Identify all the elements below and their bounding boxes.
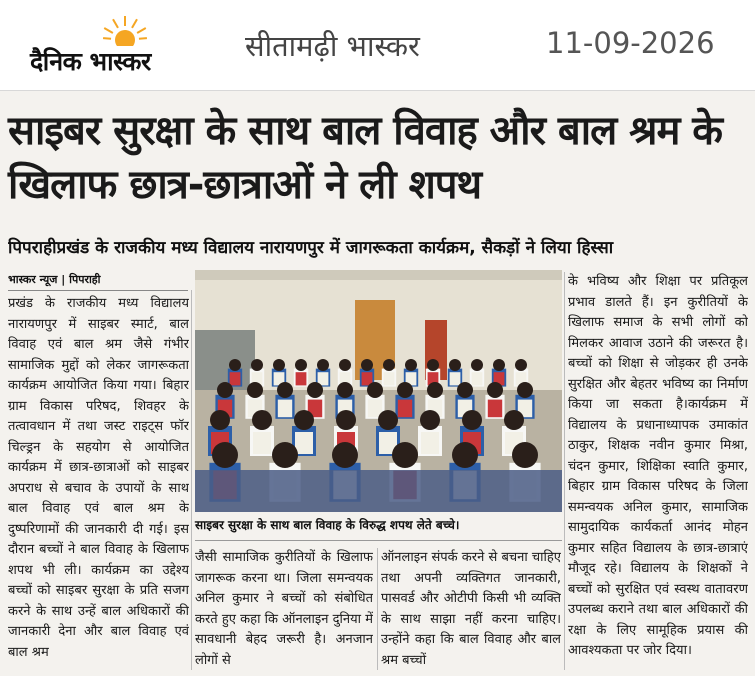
edition-name: सीतामढ़ी भास्कर	[245, 29, 420, 63]
student-head	[397, 382, 413, 398]
student-head	[337, 382, 353, 398]
pledge-sheet	[296, 372, 307, 385]
student-head	[517, 382, 533, 398]
student-head	[295, 359, 307, 371]
student-head	[462, 410, 482, 430]
student-head	[217, 382, 233, 398]
student-head	[405, 359, 417, 371]
pledge-sheet	[398, 400, 412, 418]
column-divider	[191, 290, 192, 670]
student-head	[361, 359, 373, 371]
pledge-sheet	[230, 372, 241, 385]
student-head	[247, 382, 263, 398]
pledge-sheet	[253, 432, 271, 454]
student-head	[487, 382, 503, 398]
classroom-photo	[195, 270, 562, 512]
student-head	[212, 442, 238, 468]
page-header	[0, 0, 755, 91]
student-head	[512, 442, 538, 468]
pledge-sheet	[421, 432, 439, 454]
student-head	[332, 442, 358, 468]
article-column-3: के भविष्य और शिक्षा पर प्रतिकूल प्रभाव डालते हैं। इन कुरीतियों के खिलाफ समाज के सभी लोगों को मिलकर आवाज उठाने की जरूरत है। बच्चों को शिक्षा से जोड़कर ही उनके सुरक्षित और बेहतर भविष्य का निर्माण किया जा सकता है।कार्यक्रम में विद्यालय के प्रधानाध्यापक उमाकांत ठाकुर, शिक्षक नवीन कुमार मिश्रा, चंदन कुमार, शिक्षिका स्वाति कुमार, बिहार ग्राम विकास परिषद के जिला समन्वयक अनिल कुमार, सामाजिक सामुदायिक कार्यकर्ता आनंद मोहन कुमार सहित विद्यालय के छात्र-छात्राएं मौजूद रहे। विद्यालय के शिक्षकों ने बच्चों को सुरक्षित एवं स्वस्थ वातावरण उपलब्ध कराने तथा बाल अधिकारों की रक्षा के लिए सामूहिक प्रयास की आवश्यकता पर जोर दिया।	[568, 274, 748, 658]
student-head	[493, 359, 505, 371]
article-photo	[195, 270, 562, 512]
dainik-bhaskar-logo	[30, 14, 205, 78]
student-head	[336, 410, 356, 430]
student-head	[452, 442, 478, 468]
pledge-sheet	[472, 372, 483, 385]
student-head	[272, 442, 298, 468]
student-head	[427, 359, 439, 371]
student-head	[307, 382, 323, 398]
photo-caption: साइबर सुरक्षा के साथ बाल विवाह के विरुद्ध शपथ लेते बच्चे।	[195, 516, 562, 541]
student-head	[229, 359, 241, 371]
student-head	[339, 359, 351, 371]
pledge-sheet	[278, 400, 292, 418]
student-head	[471, 359, 483, 371]
sun-icon	[100, 16, 150, 46]
student-head	[294, 410, 314, 430]
student-head	[317, 359, 329, 371]
student-head	[251, 359, 263, 371]
pledge-sheet	[295, 432, 313, 454]
student-head	[273, 359, 285, 371]
byline	[8, 272, 188, 291]
article-column-2a: जैसी सामाजिक कुरीतियों के खिलाफ जागरूक करना था। जिला समन्वयक अनिल कुमार ने बच्चों को संबोधित करते हुए कहा कि ऑनलाइन दुनिया में सावधानी बेहद जरूरी है। अनजान लोगों से	[195, 550, 373, 668]
student-head	[427, 382, 443, 398]
pledge-sheet	[488, 400, 502, 418]
student-head	[515, 359, 527, 371]
student-head	[277, 382, 293, 398]
student-head	[504, 410, 524, 430]
pledge-sheet	[450, 372, 461, 385]
student-head	[383, 359, 395, 371]
edition-date: 11-09-2026	[546, 26, 715, 60]
student-head	[420, 410, 440, 430]
logo-text: दैनिक भास्कर	[30, 47, 151, 76]
student-head	[367, 382, 383, 398]
pledge-sheet	[384, 372, 395, 385]
column-divider	[564, 272, 565, 670]
student-head	[457, 382, 473, 398]
student-head	[449, 359, 461, 371]
byline-text: भास्कर न्यूज | पिपराही	[8, 273, 101, 286]
article-column-1: प्रखंड के राजकीय मध्य विद्यालय नारायणपुर में साइबर स्मार्ट, बाल विवाह एवं बाल श्रम जैसे गंभीर सामाजिक मुद्दों को लेकर जागरूकता कार्यक्रम आयोजित किया गया। बिहार ग्राम विकास परिषद, शिवहर के तत्वावधान में तथा जस्ट राइट्स फॉर चिल्ड्रन के सहयोग से आयोजित कार्यक्रम में छात्र-छात्राओं को साइबर अपराध से बचाव के उपायों के साथ बाल विवाह एवं बाल श्रम के दुष्परिणामों की जानकारी दी गई। इस दौरान बच्चों ने बाल विवाह के खिलाफ शपथ भी ली। कार्यक्रम का उद्देश्य बच्चों को साइबर सुरक्षा के प्रति सजग करने के साथ उन्हें बाल अधिकारों की जानकारी देना और बाल विवाह एवं बाल श्रम	[8, 296, 189, 660]
student-head	[252, 410, 272, 430]
article-subheadline: पिपराहीप्रखंड के राजकीय मध्य विद्यालय नारायणपुर में जागरूकता कार्यक्रम, सैकड़ों ने लिया हिस्सा	[8, 238, 614, 258]
student-head	[378, 410, 398, 430]
article-column-2b: ऑनलाइन संपर्क करने से बचना चाहिए तथा अपनी व्यक्तिगत जानकारी, पासवर्ड और ओटीपी किसी भी व्यक्ति के साथ साझा नहीं करना चाहिए। उन्होंने कहा कि बाल विवाह और बाल श्रम बच्चों	[381, 550, 561, 668]
article-headline: साइबर सुरक्षा के साथ बाल विवाह और बाल श्रम के खिलाफ छात्र-छात्राओं ने ली शपथ	[8, 108, 723, 208]
student-head	[210, 410, 230, 430]
column-divider	[377, 548, 378, 670]
student-head	[392, 442, 418, 468]
